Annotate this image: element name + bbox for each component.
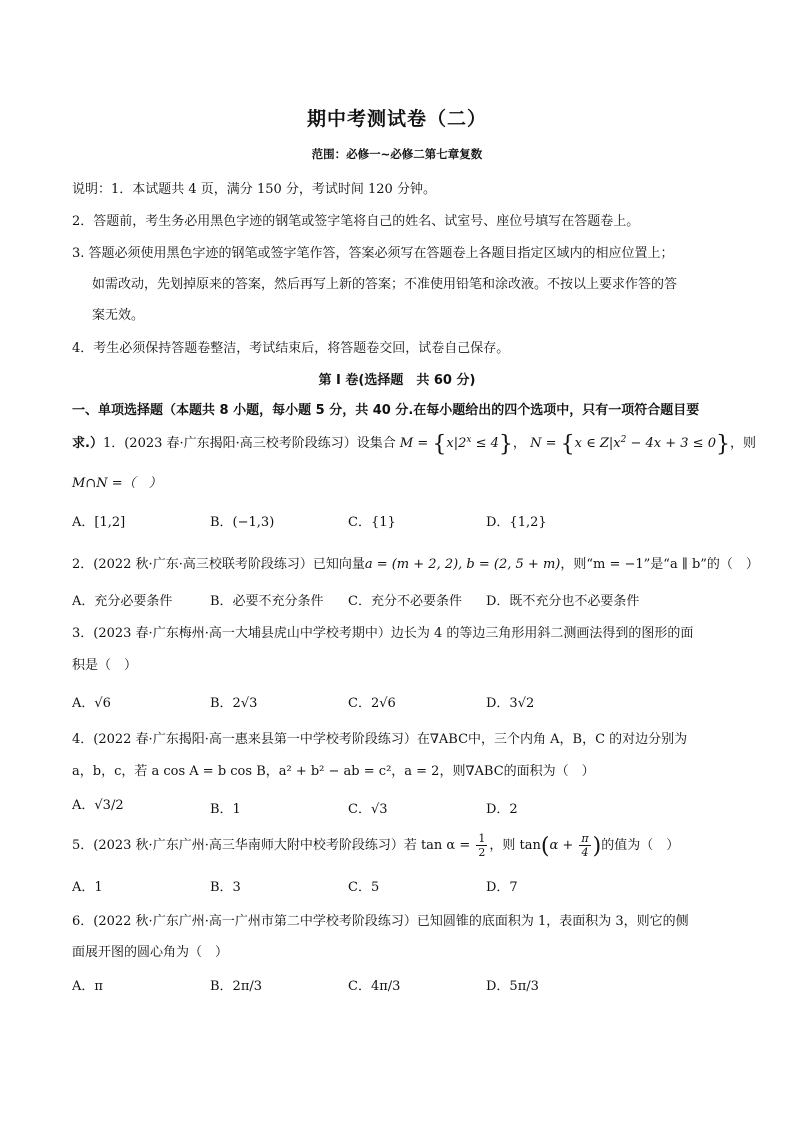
instruction-1: 说明：1．本试题共 4 页，满分 150 分，考试时间 120 分钟。 [72, 182, 436, 197]
q6-option-b: B．2π/3 [210, 979, 263, 994]
instruction-4: 4．考生必须保持答题卷整洁，考试结束后，将答题卷交回，试卷自己保存。 [72, 341, 510, 356]
question-2 [72, 553, 759, 572]
q1-option-c: C．{1} [348, 515, 396, 530]
q4-line2: a，b，c，若 a cos A = b cos B，a² + b² − ab = c²，a = 2，则∇ABC的面积为（ ） [72, 764, 595, 779]
q2-option-b: B．必要不充分条件 [210, 594, 324, 609]
q2-suffix: ，则“m = −1”是“a ∥ b”的（ ） [560, 557, 759, 572]
q4-option-a: A．√3/2 [72, 798, 124, 813]
q5-fraction: $\frac{1}{2}$ [478, 832, 486, 859]
question-5 [72, 832, 679, 859]
q1-line2: M∩N =（ ） [72, 476, 162, 491]
section-heading-cont: 求.） [72, 436, 103, 451]
q3-line2: 积是（ ） [72, 658, 138, 673]
q6-option-d: D．5π/3 [486, 979, 539, 994]
instruction-3-end: 案无效。 [92, 308, 145, 323]
q4-option-d: D．2 [486, 802, 518, 817]
q3-option-b: B．2√3 [210, 696, 258, 711]
q6-line2: 面展开图的圆心角为（ ） [72, 945, 229, 960]
q3-option-a: A．√6 [72, 696, 111, 711]
q4-option-c: C．√3 [348, 802, 388, 817]
q5-option-c: C．5 [348, 880, 380, 895]
instruction-3-cont: 如需改动，先划掉原来的答案，然后再写上新的答案；不准使用铅笔和涂改液。不按以上要求作答的答 [92, 277, 678, 292]
q3-option-d: D．3√2 [486, 696, 535, 711]
q3-option-c: C．2√6 [348, 696, 396, 711]
question-3: 3．(2023 春·广东梅州·高一大埔县虎山中学校考期中）边长为 4 的等边三角形用斜二测画法得到的图形的面 [72, 626, 694, 641]
q2-option-d: D．既不充分也不必要条件 [486, 594, 640, 609]
q2-prefix: 2．(2022 秋·广东·高三校联考阶段练习）已知向量 [72, 557, 365, 572]
q2-option-c: C．充分不必要条件 [348, 594, 462, 609]
page-title: 期中考测试卷（二） [306, 108, 487, 130]
q6-option-c: C．4π/3 [348, 979, 401, 994]
q2-option-a: A．充分必要条件 [72, 594, 173, 609]
q1-option-a: A．[1,2] [72, 515, 126, 530]
exam-scope: 范围：必修一~必修二第七章复数 [311, 147, 483, 161]
question-6: 6．(2022 秋·广东广州·高一广州市第二中学校考阶段练习）已知圆锥的底面积为 1，表面积为 3，则它的侧 [72, 914, 689, 929]
q5-option-d: D．7 [486, 880, 518, 895]
q6-option-a: A．π [72, 979, 103, 994]
instruction-3: 3. 答题必须使用黑色字迹的钢笔或签字笔作答，答案必须写在答题卷上各题目指定区域内的相应位置上； [72, 246, 674, 261]
question-4: 4．(2022 春·广东揭阳·高一惠来县第一中学校考阶段练习）在∇ABC中，三个内角 A，B，C 的对边分别为 [72, 732, 688, 747]
q5-option-b: B．3 [210, 880, 241, 895]
q1-suffix: ，则 [729, 436, 756, 451]
q5-middle: ，则 tan [489, 838, 541, 853]
q5-prefix: 5．(2023 秋·广东广州·高三华南师大附中校考阶段练习）若 tan α = [72, 838, 471, 853]
q5-suffix: 的值为（ ） [601, 838, 680, 853]
part-heading: 第 I 卷(选择题 共 60 分) [318, 373, 476, 388]
section-heading: 一、单项选择题（本题共 8 小题，每小题 5 分，共 40 分.在每小题给出的四个选项中，只有一项符合题目要 [72, 403, 700, 418]
question-1: 求.）1．(2023 春·广东揭阳·高三校考阶段练习）设集合 $M = \{x|2^x \le 4\}$， N = {x ∈ $Z|x^2 - 4x + 3 \le 0$}，则 [72, 432, 756, 457]
instruction-2: 2．答题前，考生务必用黑色字迹的钢笔或签字笔将自己的姓名、试室号、座位号填写在答题卷上。 [72, 214, 640, 229]
q1-option-b: B．(−1,3) [210, 515, 275, 530]
q1-prefix: 1．(2023 春·广东揭阳·高三校考阶段练习）设集合 [102, 436, 396, 451]
q1-option-d: D．{1,2} [486, 515, 547, 530]
q1-set-n: N = {x ∈ $Z|x^2 - 4x + 3 \le 0$} [530, 432, 730, 457]
q4-option-b: B．1 [210, 802, 241, 817]
q5-argument: (α + $\frac{\pi}{4}$ ) [540, 832, 602, 859]
q5-option-a: A．1 [72, 880, 103, 895]
q1-set-m: $M = \{x|2^x \le 4\}$ [399, 432, 513, 457]
q2-vectors: a = (m + 2, 2), b = (2, 5 + m) [364, 557, 561, 572]
